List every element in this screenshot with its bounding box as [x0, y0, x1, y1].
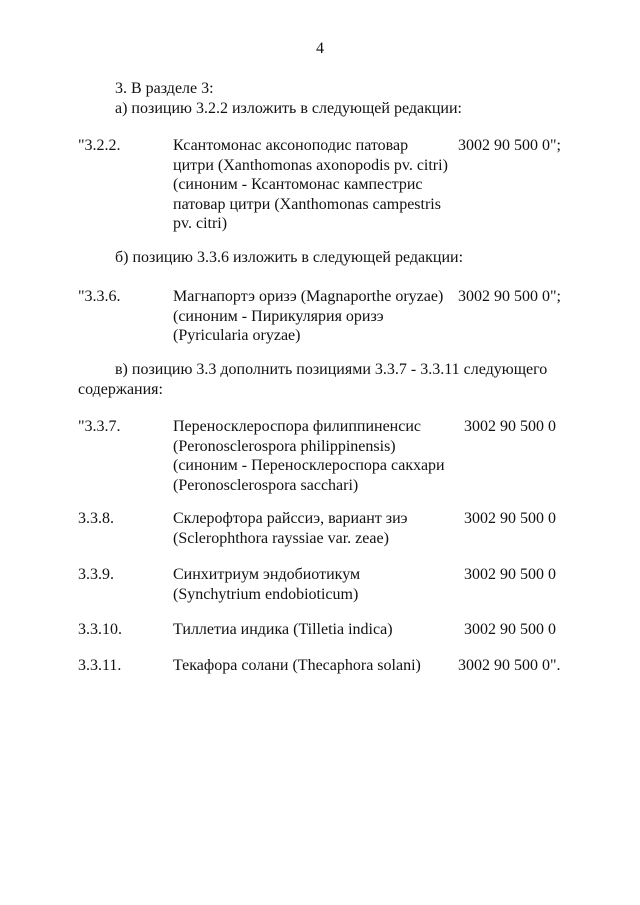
- section-heading: 3. В разделе 3:: [115, 80, 214, 97]
- page-number: 4: [316, 40, 324, 57]
- entry-number: 3.3.10.: [78, 621, 122, 638]
- entry-code: 3002 90 500 0: [464, 566, 556, 583]
- entry-line: (синоним - Пирикулярия оризэ: [173, 307, 384, 325]
- entry-description: [173, 565, 458, 604]
- entry-description: [173, 417, 458, 495]
- entry-line: (Peronosclerospora philippinensis): [173, 437, 396, 455]
- entry-code: 3002 90 500 0: [464, 418, 556, 435]
- item-c-instruction-continued: содержания:: [78, 381, 163, 398]
- entry-line: Склерофтора райссиэ, вариант зиэ: [173, 510, 408, 527]
- entry-line: Переносклероспора филиппиненсис: [173, 418, 421, 435]
- entry-line: Текафора солани (Thecaphora solani): [173, 657, 421, 674]
- entry-line: (Sclerophthora rayssiae var. zeae): [173, 529, 389, 547]
- entry-line: Тиллетиа индика (Tilletia indica): [173, 621, 393, 638]
- entry-code: 3002 90 500 0: [464, 510, 556, 527]
- entry-description: [173, 287, 458, 346]
- entry-line: патовар цитри (Xanthomonas campestris: [173, 195, 441, 213]
- entry-code: 3002 90 500 0: [464, 621, 556, 638]
- entry-number: "3.3.6.: [78, 288, 121, 305]
- entry-number: 3.3.9.: [78, 566, 114, 583]
- entry-code: 3002 90 500 0".: [458, 657, 561, 674]
- entry-number: "3.3.7.: [78, 418, 121, 435]
- entry-line: Синхитриум эндобиотикум: [173, 566, 361, 583]
- entry-line: pv. citri): [173, 215, 228, 232]
- entry-line: (Peronosclerospora sacchari): [173, 476, 359, 494]
- entry-code: 3002 90 500 0";: [458, 137, 561, 154]
- item-a-instruction: а) позицию 3.2.2 изложить в следующей редакции:: [115, 100, 462, 117]
- entry-line: (синоним - Переносклероспора сакхари: [173, 457, 445, 474]
- entry-line: цитри (Xanthomonas axonopodis pv. citri): [173, 156, 448, 174]
- entry-code: 3002 90 500 0";: [458, 288, 561, 305]
- item-c-instruction: в) позицию 3.3 дополнить позициями 3.3.7 - 3.3.11 следующего: [115, 361, 548, 378]
- entry-description: [173, 620, 458, 640]
- entry-description: [173, 509, 458, 548]
- entry-description: [173, 656, 458, 676]
- entry-line: (синоним - Ксантомонас кампестрис: [173, 176, 423, 193]
- item-b-instruction: б) позицию 3.3.6 изложить в следующей редакции:: [115, 249, 464, 266]
- entry-line: Магнапортэ оризэ (Magnaporthe oryzae): [173, 288, 444, 305]
- entry-line: (Synchytrium endobioticum): [173, 585, 359, 603]
- entry-line: (Pyricularia oryzae): [173, 327, 301, 344]
- entry-number: "3.2.2.: [78, 137, 121, 154]
- entry-description: [173, 136, 458, 234]
- entry-number: 3.3.11.: [78, 657, 122, 674]
- entry-line: Ксантомонас аксоноподис патовар: [173, 137, 409, 154]
- entry-number: 3.3.8.: [78, 510, 114, 527]
